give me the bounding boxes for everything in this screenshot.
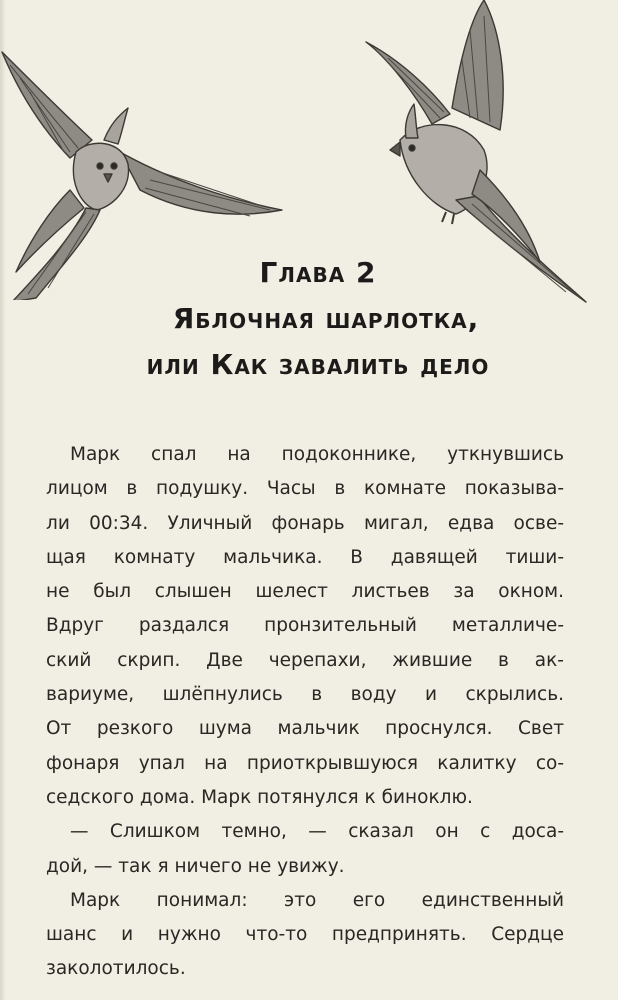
text-line: Вдруг раздался пронзительный металличе-: [46, 615, 564, 637]
text-line: Марк спал на подоконнике, уткнувшись: [70, 444, 564, 465]
text-line: — Слишком темно, — сказал он с доса-: [70, 821, 564, 843]
text-line: От резкого шума мальчик проснулся. Свет: [46, 718, 564, 740]
text-line: лицом в подушку. Часы в комнате показыва-: [46, 478, 564, 500]
text-line: дой, — так я ничего не увижу.: [46, 855, 345, 877]
text-line: седского дома. Марк потянулся к биноклю.: [46, 786, 473, 808]
text-line: шанс и нужно что-то предпринять. Сердце: [46, 924, 564, 946]
paragraph: [46, 815, 564, 884]
text-line: фонаря упал на приоткрывшуюся калитку со-: [46, 752, 564, 774]
chapter-number: Глава 2: [259, 256, 377, 289]
chapter-title-line-1: Яблочная шарлотка,: [172, 302, 480, 335]
chapter-body: [46, 438, 564, 987]
chapter-title-line-2: или Как завалить дело: [146, 348, 490, 381]
text-line: ли 00:34. Уличный фонарь мигал, едва осве-: [46, 512, 564, 534]
paragraph: [46, 884, 564, 987]
text-line: ский скрип. Две черепахи, жившие в ак-: [46, 649, 564, 671]
text-line: заколотилось.: [46, 958, 186, 980]
chapter-heading: [0, 250, 618, 388]
text-line: не был слышен шелест листьев за окном.: [46, 581, 564, 603]
paragraph: [46, 438, 564, 815]
text-line: вариуме, шлёпнулись в воду и скрылись.: [46, 684, 564, 706]
text-line: щая комнату мальчика. В давящей тиши-: [46, 546, 564, 568]
text-line: Марк понимал: это его единственный: [70, 889, 564, 911]
